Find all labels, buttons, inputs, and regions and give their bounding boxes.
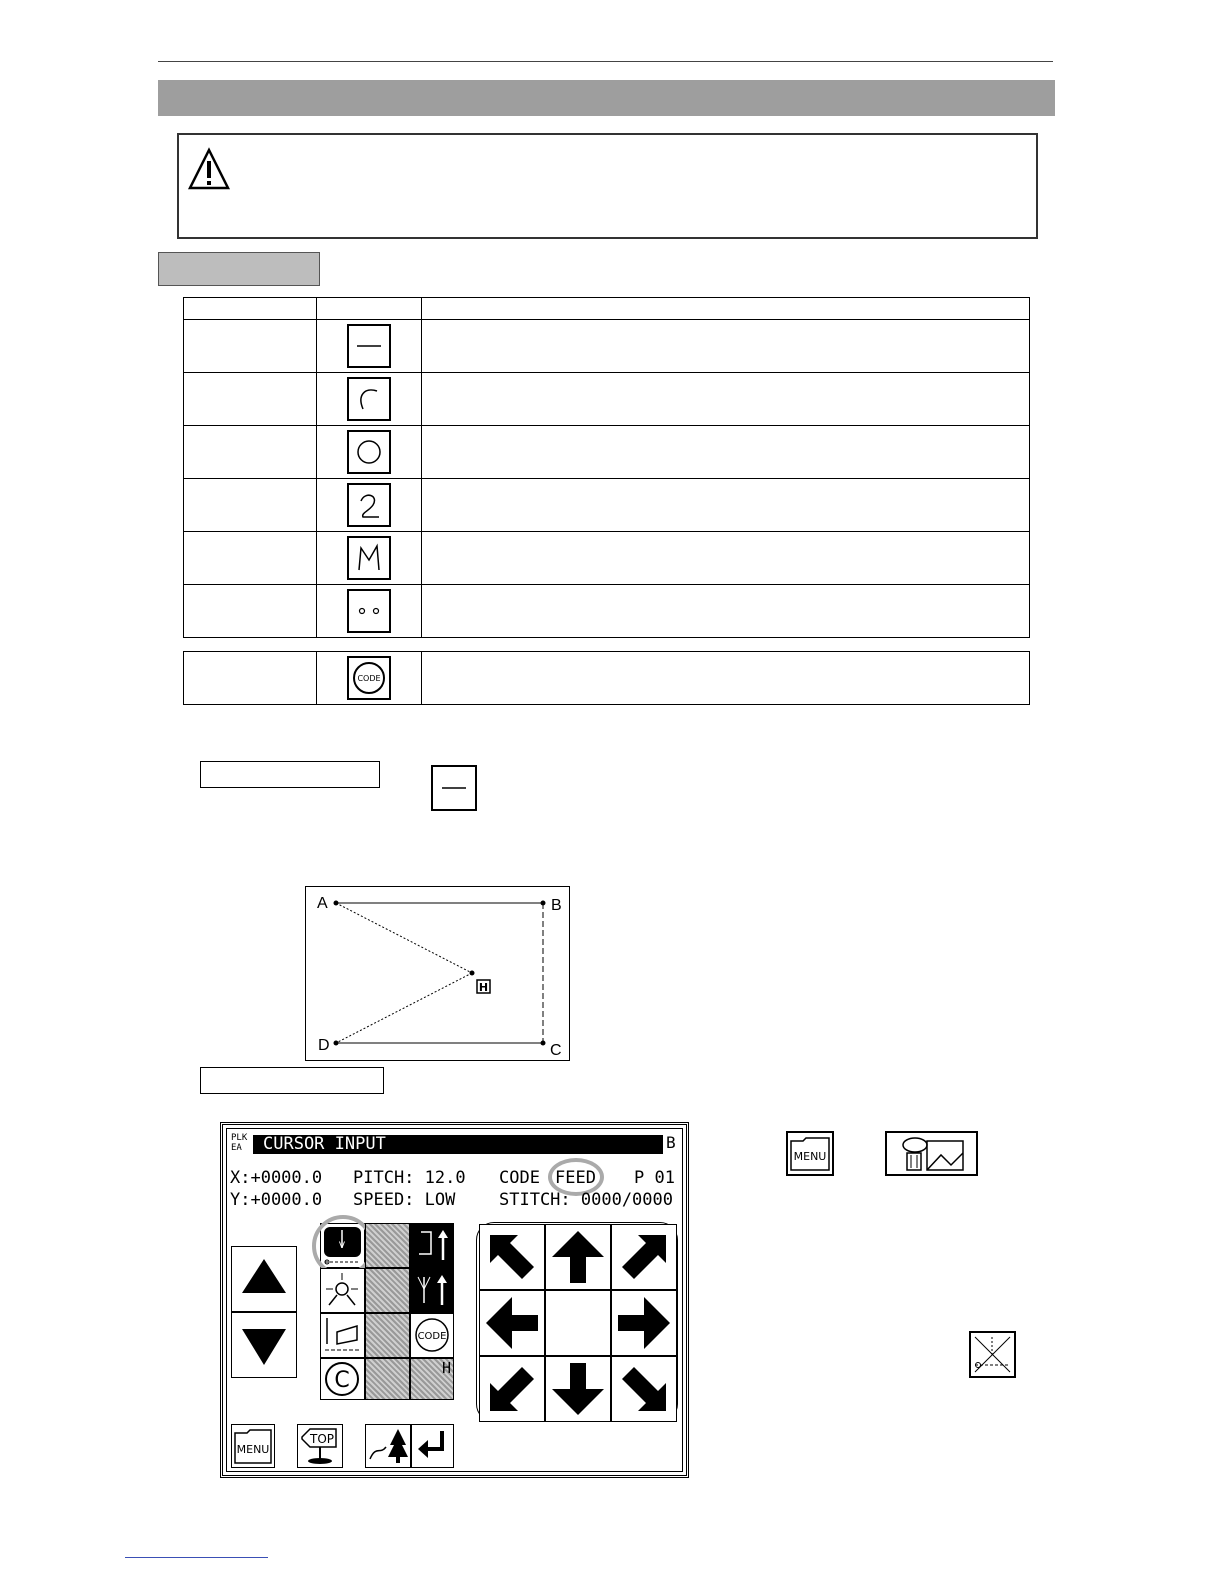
svg-text:V: V [338, 1241, 346, 1251]
table-header-cell [422, 298, 1030, 320]
speed-readout: SPEED: LOW [353, 1190, 456, 1210]
needle-up-icon [411, 1269, 453, 1312]
screen-title: CURSOR INPUT [263, 1134, 386, 1154]
arc-input-icon [347, 377, 391, 421]
up-triangle-icon [232, 1247, 296, 1311]
origin-set-button [410, 1358, 454, 1400]
code-icon-label: CODE [357, 674, 381, 683]
trash-pattern-icon [887, 1133, 976, 1174]
point-a-label: A [317, 895, 328, 912]
side-pattern-delete-button [885, 1131, 978, 1176]
clear-button-label: C [334, 1368, 350, 1393]
mode-indicator-bottom: EA [231, 1143, 242, 1153]
arrow-up-right-button[interactable] [611, 1224, 677, 1290]
disabled-button [365, 1268, 410, 1313]
origin-letter: H [441, 1359, 451, 1377]
stitch-readout: STITCH: 0000/0000 [499, 1190, 673, 1210]
section-tab [158, 252, 320, 286]
code-button[interactable] [410, 1313, 454, 1358]
thread-up-icon [411, 1224, 453, 1267]
menu-button-label: MENU [236, 1443, 270, 1456]
section-title-bar [158, 80, 1055, 116]
thread-trim-up-button[interactable] [410, 1223, 454, 1268]
clear-circle-icon [321, 1359, 364, 1399]
origin-marker [470, 971, 475, 976]
line-button-icon [431, 765, 477, 811]
clear-button[interactable] [320, 1358, 365, 1400]
table-header-cell [184, 298, 317, 320]
line-input-icon [347, 324, 391, 368]
origin-return-button[interactable] [320, 1268, 365, 1313]
table-header-cell [317, 298, 422, 320]
header-rule [158, 61, 1053, 62]
pitch-readout: PITCH: 12.0 [353, 1168, 466, 1188]
point-c-label: C [550, 1042, 562, 1059]
top-home-icon [298, 1425, 342, 1467]
arrow-up-button[interactable] [545, 1224, 611, 1290]
arrow-down-button[interactable] [545, 1356, 611, 1422]
arrow-left-button[interactable] [479, 1290, 545, 1356]
table-row [184, 320, 1030, 373]
feed-cross-icon [971, 1333, 1014, 1376]
table-row [184, 652, 1030, 705]
code-input-icon [347, 656, 391, 700]
down-triangle-icon [232, 1313, 296, 1377]
code-circle-icon [411, 1314, 453, 1357]
warning-box [177, 133, 1038, 239]
arrow-down-right-icon [612, 1357, 676, 1421]
table-row [184, 426, 1030, 479]
point-b-marker [541, 901, 546, 906]
curve-input-icon [347, 483, 391, 527]
mode-indicator [231, 1133, 253, 1155]
table-row [184, 585, 1030, 638]
table-row [184, 532, 1030, 585]
pattern-diagram [305, 886, 570, 1061]
arrow-up-left-button[interactable] [479, 1224, 545, 1290]
menu-folder-icon [788, 1133, 832, 1174]
broken-line-input-icon [347, 536, 391, 580]
arrow-right-icon [612, 1291, 676, 1355]
arrow-down-right-button[interactable] [611, 1356, 677, 1422]
arrow-right-button[interactable] [611, 1290, 677, 1356]
point-c-marker [541, 1041, 546, 1046]
point-d-label: D [318, 1037, 330, 1054]
arrow-pad [476, 1222, 678, 1422]
side-menu-button-label: MENU [793, 1150, 827, 1163]
corner-letter: B [666, 1133, 676, 1152]
top-button[interactable] [297, 1424, 343, 1468]
arrow-left-icon [480, 1291, 544, 1355]
arrow-up-left-icon [480, 1225, 544, 1289]
enter-button[interactable] [411, 1424, 454, 1468]
footer-link-line [125, 1557, 268, 1558]
top-button-label: TOP [309, 1432, 335, 1446]
menu-folder-icon [232, 1425, 274, 1467]
y-readout: Y:+0000.0 [230, 1190, 323, 1210]
disabled-button [365, 1223, 410, 1268]
x-readout: X:+0000.0 [230, 1168, 323, 1188]
pattern-view-button[interactable] [365, 1424, 411, 1468]
side-menu-button [786, 1131, 834, 1176]
scroll-down-button[interactable] [231, 1312, 297, 1378]
origin-label: H [478, 981, 489, 994]
presser-foot-icon [321, 1314, 364, 1357]
menu-button[interactable] [231, 1424, 275, 1468]
arrow-down-icon [546, 1357, 610, 1421]
scroll-up-button[interactable] [231, 1246, 297, 1312]
step-label-box [200, 761, 380, 788]
code-button-label: CODE [417, 1331, 447, 1342]
screen-title-bar [253, 1135, 663, 1154]
tree-pattern-icon [366, 1425, 410, 1467]
point-d-marker [334, 1041, 339, 1046]
step-label-box [200, 1067, 384, 1094]
code-command-table [183, 651, 1030, 705]
sun-rays-icon [321, 1269, 364, 1312]
needle-up-button[interactable] [410, 1268, 454, 1313]
table-row [184, 373, 1030, 426]
arrow-up-right-icon [612, 1225, 676, 1289]
disabled-button [365, 1358, 410, 1400]
circle-input-icon [347, 430, 391, 474]
warning-icon [187, 147, 231, 191]
disabled-button [365, 1313, 410, 1358]
point-a-marker [334, 901, 339, 906]
arrow-up-icon [546, 1225, 610, 1289]
code-value: FEED [555, 1168, 596, 1188]
arrow-center-blank [545, 1290, 611, 1356]
mode-indicator-top: PLK [231, 1133, 248, 1143]
arrow-down-left-icon [480, 1357, 544, 1421]
point-b-label: B [551, 897, 562, 914]
presser-button[interactable] [320, 1313, 365, 1358]
enter-arrow-icon [412, 1425, 453, 1467]
page-readout: P 01 [634, 1168, 675, 1188]
pattern-diagram-svg [306, 887, 569, 1060]
arrow-down-left-button[interactable] [479, 1356, 545, 1422]
table-row [184, 479, 1030, 532]
side-feed-icon [969, 1331, 1016, 1378]
code-label: CODE [499, 1168, 540, 1188]
input-command-table [183, 297, 1030, 638]
point-input-icon [347, 589, 391, 633]
